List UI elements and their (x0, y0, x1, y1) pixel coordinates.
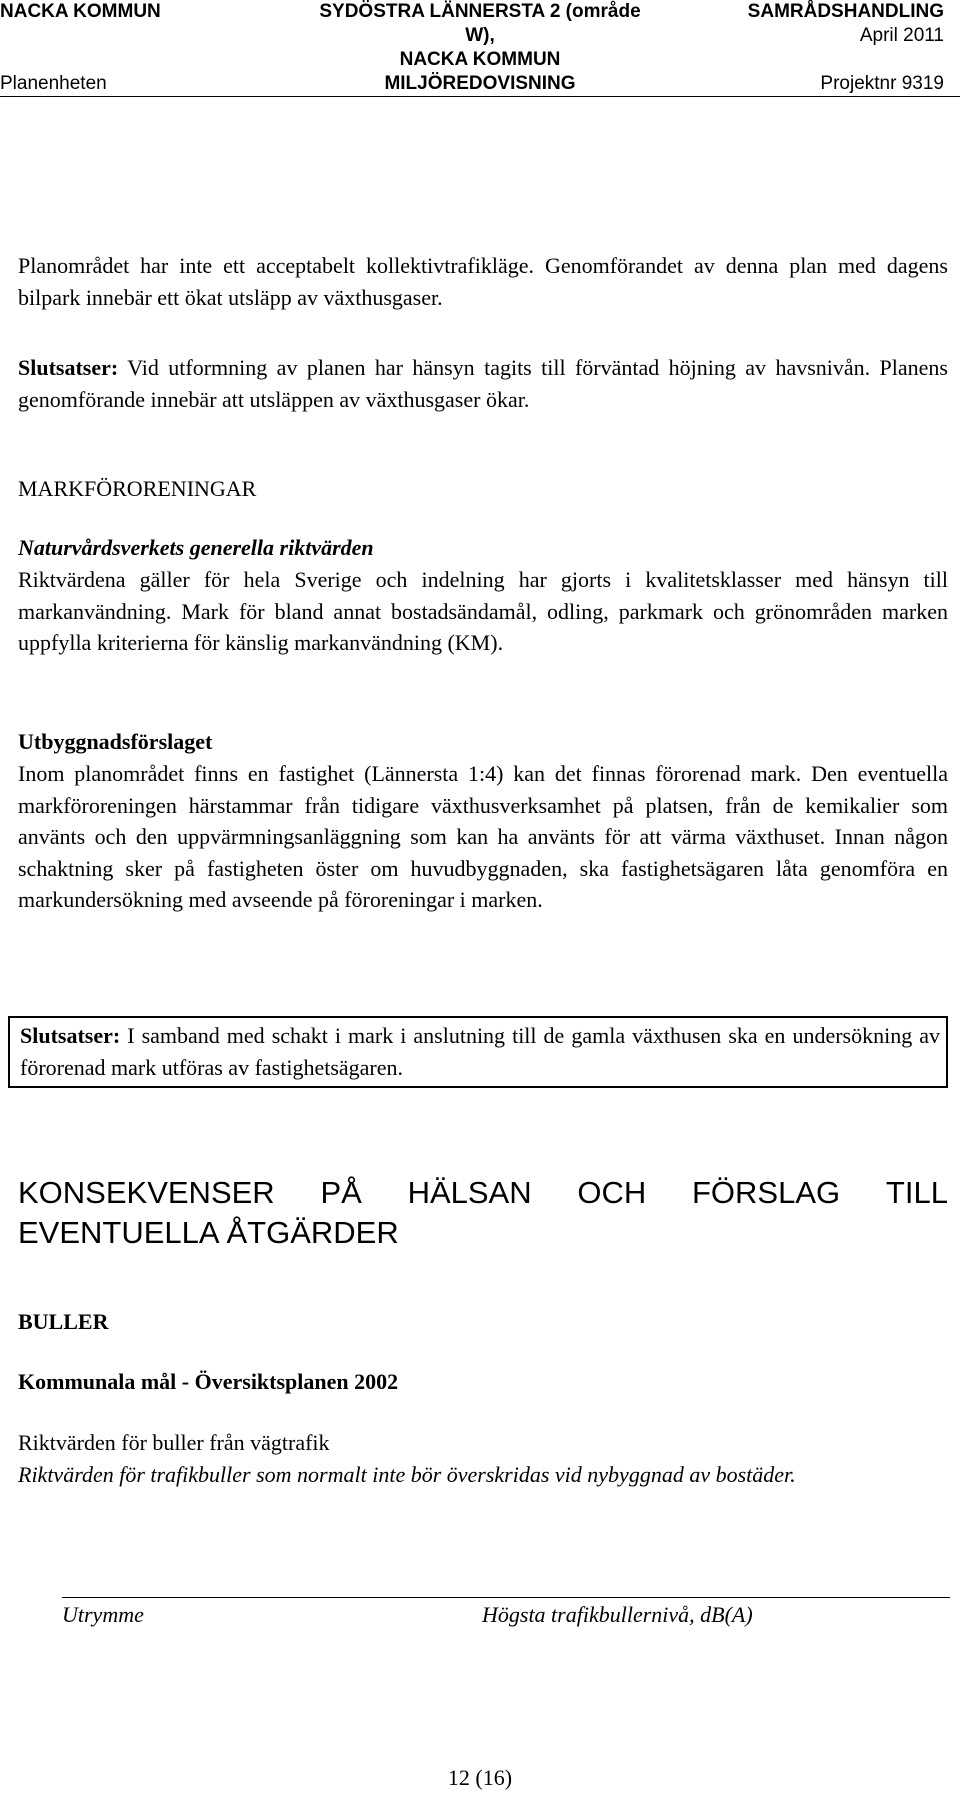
subheading-riktvarden: Naturvårdsverkets generella riktvärden (18, 535, 374, 560)
table-header-utrymme: Utrymme (62, 1602, 144, 1627)
header-date: April 2011 (859, 25, 944, 46)
header-org: NACKA KOMMUN (0, 1, 161, 22)
header-project-title-3: NACKA KOMMUN (399, 49, 561, 70)
subheading-kommunala-mal: Kommunala mål - Översiktsplanen 2002 (18, 1369, 399, 1394)
header-department: Planenheten (0, 73, 107, 94)
chapter-heading-line-1 (18, 1173, 948, 1213)
header-project-title-4: MILJÖREDOVISNING (384, 73, 576, 94)
chapter-heading-word: PÅ (320, 1175, 362, 1210)
conclusion-label: Slutsatser: (18, 355, 119, 380)
subheading-utbyggnadsforslaget: Utbyggnadsförslaget (18, 729, 213, 754)
conclusion-label: Slutsatser: (20, 1023, 121, 1048)
chapter-heading (18, 1173, 948, 1253)
chapter-heading-word: OCH (577, 1175, 647, 1210)
conclusion-box (8, 1016, 948, 1088)
buller-riktvarden-line: Riktvärden för buller från vägtrafik (18, 1430, 330, 1455)
chapter-heading-word: TILL (885, 1175, 948, 1210)
utbyggnad-paragraph: Inom planområdet finns en fastighet (Lännersta 1:4) kan det finnas förorenad mark. Den eventuella markföroreningen härstammar från tidigare växthusverksamhet på platsen, från de kemikalier som använts och den uppvärmningsanläggning som kan ha använts för att värma växthuset. Innan någon schaktning sker på fastigheten öster om huvudbyggnaden, ska fastighetsägaren låta genomföra en markundersökning med avseende på föroreningar i marken. (18, 761, 948, 912)
conclusion-text: I samband med schakt i mark i anslutning till de gamla växthusen ska en undersökning av förorenad mark utföras av fastighetsägaren. (20, 1023, 940, 1080)
page-number: 12 (16) (447, 1765, 513, 1790)
riktvarden-paragraph: Riktvärdena gäller för hela Sverige och indelning har gjorts i kvalitetsklasser med hänsyn till markanvändning. Mark för bland annat bostadsändamål, odling, parkmark och grönområden marken uppfylla kriterierna för känslig markanvändning (KM). (18, 567, 948, 655)
chapter-heading-word: HÄLSAN (407, 1175, 532, 1210)
header-project-title-1: SYDÖSTRA LÄNNERSTA 2 (område (319, 1, 641, 22)
header-doc-status: SAMRÅDSHANDLING (747, 1, 944, 22)
conclusion-text: Vid utformning av planen har hänsyn tagits till förväntad höjning av havsnivån. Planens genomförande innebär att utsläppen av växthusgaser ökar. (18, 355, 948, 412)
buller-italic-paragraph: Riktvärden för trafikbuller som normalt inte bör överskridas vid nybyggnad av bostäder. (18, 1462, 796, 1487)
section-heading-markfororeningar: MARKFÖRORENINGAR (18, 476, 257, 501)
intro-paragraph: Planområdet har inte ett acceptabelt kollektivtrafikläge. Genomförandet av denna plan med dagens bilpark innebär ett ökat utsläpp av växthusgaser. (18, 253, 948, 310)
header-divider (0, 96, 960, 97)
table-top-rule (62, 1597, 950, 1598)
chapter-heading-word: FÖRSLAG (692, 1175, 841, 1210)
chapter-heading-word: KONSEKVENSER (18, 1175, 275, 1210)
header-project-number: Projektnr 9319 (820, 73, 944, 94)
header-project-title-2: W), (465, 25, 495, 46)
conclusion-paragraph-1 (18, 352, 948, 415)
conclusion-paragraph-2 (20, 1020, 940, 1083)
section-heading-buller: BULLER (18, 1309, 109, 1334)
table-header-trafikbullerniva: Högsta trafikbullernivå, dB(A) (482, 1602, 753, 1627)
chapter-heading-line-2: EVENTUELLA ÅTGÄRDER (18, 1215, 399, 1250)
